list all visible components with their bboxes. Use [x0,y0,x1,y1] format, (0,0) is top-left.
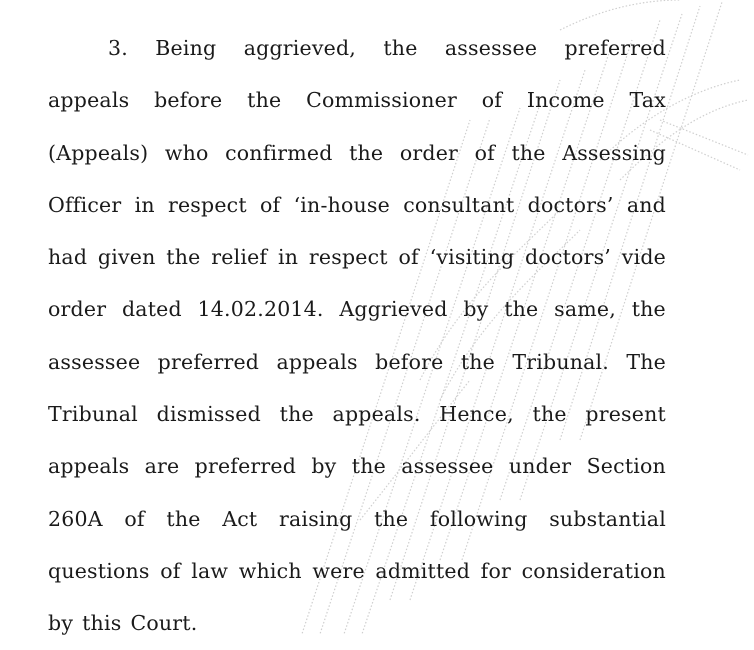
word: same, [554,297,616,322]
word: of [474,140,495,165]
word: and [626,192,666,217]
word: ‘visiting [429,245,515,270]
word: Section [586,454,666,479]
word: consultant [403,192,515,217]
word: admitted [375,558,471,583]
word: were [312,558,365,583]
word: of [260,192,281,217]
word: appeals [48,88,130,113]
text-line [48,440,666,492]
word: of [124,506,145,531]
text-line [48,336,666,388]
word: who [164,140,209,165]
word: assessee [401,454,494,479]
word: this [82,611,122,636]
word: vide [621,245,666,270]
text-line [48,231,666,283]
word: the [511,140,546,165]
word: Officer [48,192,122,217]
text-line [48,74,666,126]
word: ‘in-house [293,192,390,217]
word: before [154,88,223,113]
word: relief [211,245,268,270]
word: raising [279,506,353,531]
word: the [166,506,201,531]
word: Income [526,88,605,113]
word: consideration [521,558,666,583]
word: respect [167,192,247,217]
word: 14.02.2014. [197,297,324,322]
judgment-paragraph [48,22,666,650]
word: 260A [48,506,103,531]
text-line [48,388,666,440]
word: are [144,454,180,479]
word: given [97,245,156,270]
word: the [166,245,201,270]
word: order [399,140,459,165]
word: Act [222,506,258,531]
word: preferred [194,454,297,479]
word: dismissed [156,402,261,427]
word: present [585,402,666,427]
word: the [460,349,496,374]
word: of [160,558,181,583]
word: appeals [276,349,358,374]
text-line [48,22,666,74]
word: respect [308,245,388,270]
word: the [532,402,567,427]
word: of [481,88,503,113]
word: preferred [564,36,666,60]
word: by [311,454,337,479]
text-line [48,545,666,597]
word: following [429,506,528,531]
word: by [463,297,489,322]
word: Being [155,36,217,60]
text-line [48,179,666,231]
word: Commissioner [306,88,458,113]
word: order [48,297,107,322]
word: the [504,297,539,322]
word: The [626,349,666,374]
word: preferred [157,349,260,374]
text-line [48,493,666,545]
word: doctors’ [525,245,612,270]
word: 3. [108,36,128,60]
word: dated [121,297,182,322]
word: aggrieved, [243,36,357,60]
word: under [508,454,572,479]
word: questions [48,558,150,583]
word: Tribunal [48,402,138,427]
word: law [191,558,229,583]
word: which [238,558,302,583]
word: the [351,454,386,479]
word: Aggrieved [339,297,448,322]
word: Assessing [562,140,666,165]
word: in [277,245,299,270]
text-line [48,597,666,649]
word: substantial [549,506,666,531]
word: (Appeals) [48,140,149,165]
text-line [48,127,666,179]
word: Hence, [439,402,514,427]
word: the [383,36,418,60]
word: appeals [48,454,130,479]
word: doctors’ [527,192,614,217]
word: assessee [444,36,538,60]
word: in [134,192,155,217]
word: the [374,506,409,531]
word: by [48,611,74,636]
text-line [48,283,666,335]
word: confirmed [225,140,333,165]
word: had [48,245,88,270]
word: the [247,88,282,113]
word: Court. [130,611,198,636]
word: the [631,297,666,322]
word: Tribunal. [512,349,610,374]
word: before [375,349,444,374]
word: the [279,402,314,427]
word: the [349,140,384,165]
word: assessee [48,349,141,374]
word: appeals. [332,402,421,427]
word: of [398,245,419,270]
word: Tax [629,88,666,113]
word: for [480,558,512,583]
